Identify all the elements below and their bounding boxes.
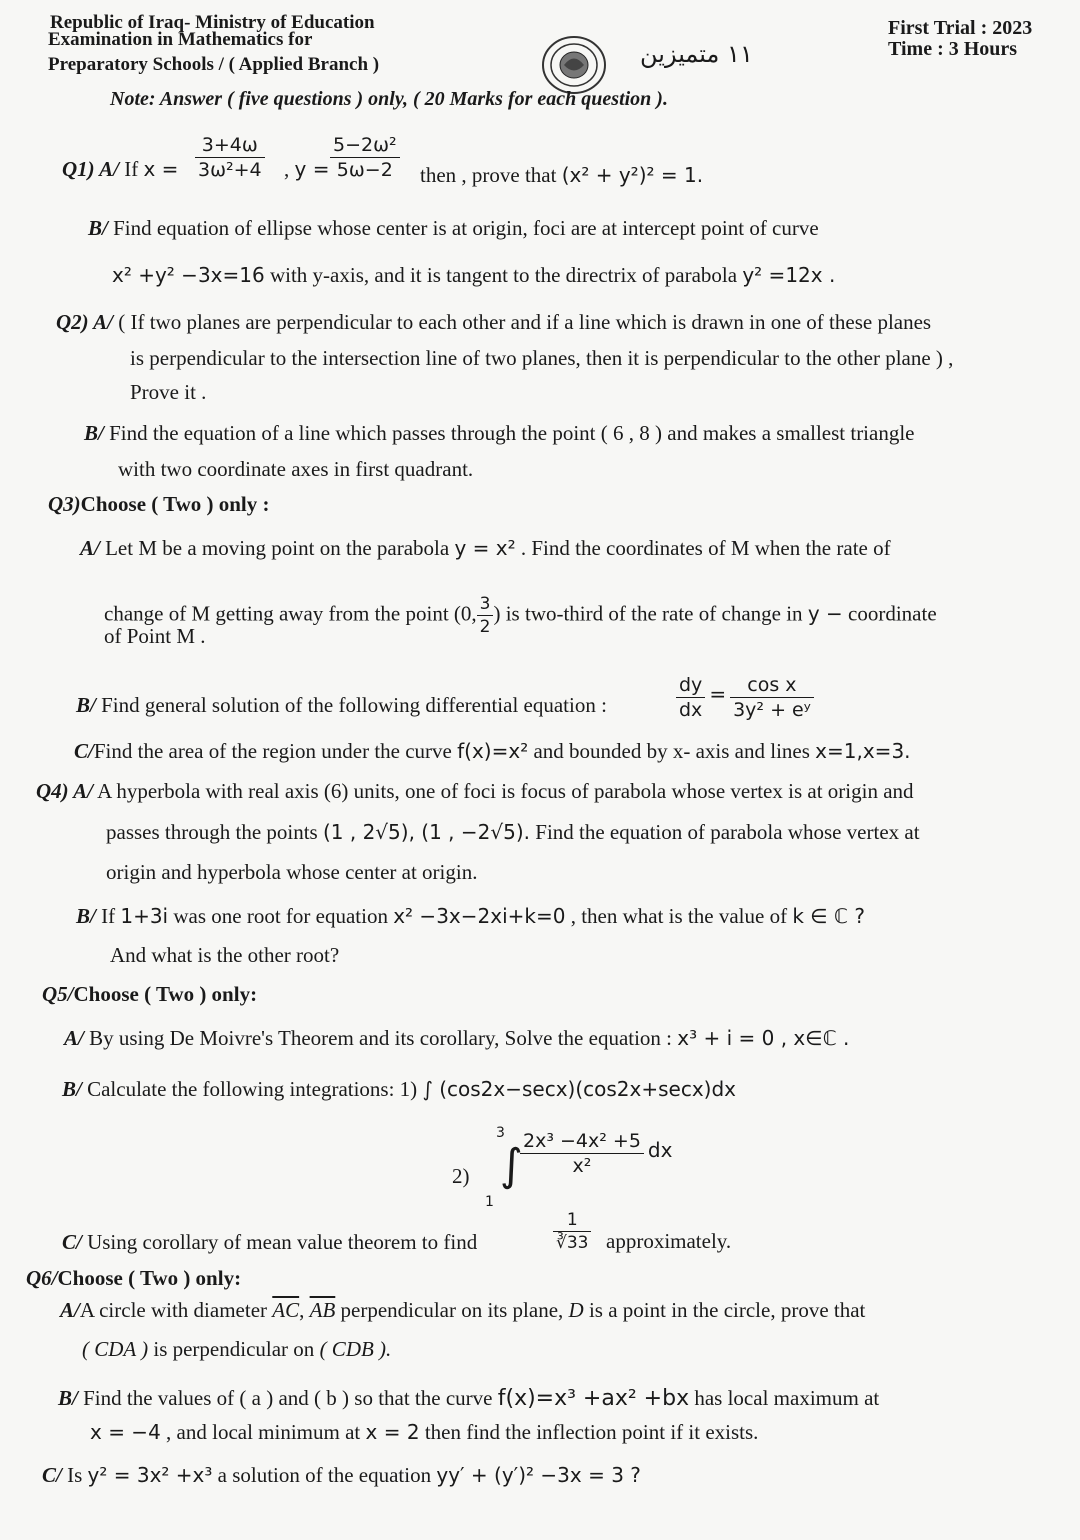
q3-a-text5: coordinate <box>848 601 937 626</box>
q3-b-dy: dy <box>676 674 705 698</box>
q1-y-part <box>284 157 329 182</box>
q3-b-label: B/ <box>76 693 96 717</box>
q5-c-den: ∛33 <box>556 1233 589 1253</box>
q2-label: Q2) A/ <box>56 310 113 334</box>
q3-b-text: Find general solution of the following differential equation : <box>101 693 607 717</box>
q4-a-line2 <box>106 820 920 845</box>
q5-c-num: 1 <box>553 1210 591 1232</box>
q6-label: Q6/ <box>26 1266 58 1290</box>
q1-x-den: 3ω²+4 <box>198 159 262 181</box>
q6-a-ac: $\overline{AC}$ <box>272 1298 300 1322</box>
q5-c-text: Using corollary of mean value theorem to find <box>87 1230 478 1254</box>
q1-x-fraction <box>195 134 265 181</box>
q3-a-text2: . Find the coordinates of M when the rate of <box>520 536 891 560</box>
q6-title: Choose ( Two ) only: <box>57 1266 242 1290</box>
header-trial: First Trial : 2023 <box>888 17 1033 39</box>
q5-title: Choose ( Two ) only: <box>73 982 258 1006</box>
q1-b-math1: x² +y² −3x=16 <box>112 263 265 287</box>
header-line3: Preparatory Schools / ( Applied Branch ) <box>48 54 380 75</box>
q6-a-text1: A circle with diameter <box>79 1298 268 1322</box>
q6-a-comma: , <box>299 1298 305 1322</box>
q3-c-label: C/ <box>74 739 94 763</box>
q1-y-fraction <box>330 134 400 181</box>
q2-a-text1: ( If two planes are perpendicular to each other and if a line which is drawn in one of these planes <box>118 310 932 334</box>
q2-a-line3: Prove it . <box>130 380 207 404</box>
q1-y-den: 5ω−2 <box>336 159 393 181</box>
q3-b-cos: cos x <box>730 674 814 698</box>
q3-a-line1 <box>80 536 891 561</box>
q3-a-line2 <box>104 594 937 637</box>
q1-y-eq: y = <box>294 157 330 181</box>
q2-a-line2: is perpendicular to the intersection line of two planes, then it is perpendicular to the other plane ) , <box>130 346 954 370</box>
q2-b-line1 <box>84 421 915 446</box>
q6-c-line <box>42 1463 641 1488</box>
q6-a-cdb: ( CDB ). <box>319 1337 392 1361</box>
exam-note: Note: Answer ( five questions ) only, ( 20 Marks for each question ). <box>110 88 668 110</box>
q4-a-text1: A hyperbola with real axis (6) units, one of foci is focus of parabola whose vertex is at origin and <box>97 779 914 803</box>
q3-b-dx: dx <box>679 699 703 721</box>
q6-b-text1: Find the values of ( a ) and ( b ) so that the curve <box>83 1386 493 1410</box>
q3-a-label: A/ <box>80 536 100 560</box>
q1-b-text2: with y-axis, and it is tangent to the directrix of parabola <box>269 263 738 287</box>
q5-b2-number: 2) <box>452 1164 470 1188</box>
q6-b-text2: has local maximum at <box>694 1386 880 1410</box>
q3-c-text2: and bounded by x- axis and lines <box>533 739 810 763</box>
header-line2: Examination in Mathematics for <box>48 29 313 50</box>
q5-b-label: B/ <box>62 1077 82 1101</box>
q5-label: Q5/ <box>42 982 74 1006</box>
q1-expr: (x² + y²)² = 1. <box>561 163 704 187</box>
q6-b-math2: x = −4 <box>90 1420 161 1444</box>
arabic-handwritten-note: ١١ متميزين <box>640 40 753 68</box>
q1-if: If <box>124 157 139 181</box>
q6-a-d: D <box>568 1298 584 1322</box>
q5-b2-fraction <box>520 1130 672 1177</box>
q6-a-text4: is perpendicular on <box>153 1337 315 1361</box>
q6-a-line1 <box>60 1298 865 1323</box>
q6-c-text: a solution of the equation <box>217 1463 432 1487</box>
q6-a-text2: perpendicular on its plane, <box>340 1298 564 1322</box>
q3-a-math2: y − <box>807 601 843 626</box>
q4-b-math3: k ∈ ℂ ? <box>792 904 865 928</box>
q3-b-denom: 3y² + eʸ <box>733 699 811 721</box>
q4-a-line3: origin and hyperbola whose center at origin. <box>106 860 478 884</box>
ministry-seal-logo <box>540 34 608 96</box>
q3-a-frac-num: 3 <box>477 594 494 616</box>
q1-b-math2: y² =12x . <box>742 263 836 287</box>
q6-c-is: Is <box>67 1463 83 1487</box>
q4-a-line1 <box>36 779 914 804</box>
q4-b-math2: x² −3x−2xi+k=0 <box>393 904 566 928</box>
q4-a-math: (1 , 2√5), (1 , −2√5). <box>322 820 531 844</box>
q3-a-text3: change of M getting away from the point (0, <box>104 601 477 626</box>
q5-c-fraction <box>553 1210 591 1253</box>
q3-c-text: Find the area of the region under the curve <box>93 739 452 763</box>
q4-a-text2: passes through the points <box>106 820 318 844</box>
q3-a-frac-den: 2 <box>479 617 491 637</box>
q2-b-text1: Find the equation of a line which passes through the point ( 6 , 8 ) and makes a smallest triangle <box>109 421 915 445</box>
q5-a-label: A/ <box>64 1026 84 1050</box>
q4-b-text2: , then what is the value of <box>570 904 788 928</box>
q1-b-line1 <box>88 216 819 241</box>
q5-c-text2: approximately. <box>606 1229 732 1253</box>
q1-then: then , prove that <box>420 163 557 187</box>
q4-a-text3: Find the equation of parabola whose vertex at <box>535 820 920 844</box>
q3-a-line3: of Point M . <box>104 624 206 648</box>
integral-sign-icon: ∫ <box>500 1140 523 1191</box>
q2-b-line2: with two coordinate axes in first quadrant. <box>118 457 474 481</box>
q3-c-line <box>74 739 911 764</box>
q1-y-num: 5−2ω² <box>330 134 400 158</box>
q4-b-line1 <box>76 904 865 929</box>
q2-b-label: B/ <box>84 421 104 445</box>
q3-a-text4: ) is two-third of the rate of change in <box>493 601 803 626</box>
q5-b-text: Calculate the following integrations: 1) <box>87 1077 418 1101</box>
q3-c-math: f(x)=x² <box>457 739 529 763</box>
q3-a-math1: y = x² <box>454 536 516 560</box>
q5-b2-upper-limit: 3 <box>496 1125 505 1141</box>
q4-b-line2: And what is the other root? <box>110 943 340 967</box>
q3-b-eq: = <box>709 682 727 707</box>
q6-a-cda: ( CDA ) <box>82 1337 149 1361</box>
q3-title: Choose ( Two ) only : <box>80 492 270 516</box>
q6-c-label: C/ <box>42 1463 62 1487</box>
q1-x-num: 3+4ω <box>195 134 265 158</box>
q6-a-text3: is a point in the circle, prove that <box>588 1298 866 1322</box>
q6-b-line2 <box>90 1420 758 1445</box>
q6-b-math3: x = 2 <box>365 1420 420 1444</box>
q1-comma: , <box>284 157 290 181</box>
q4-b-text1: was one root for equation <box>173 904 388 928</box>
q6-title-line <box>26 1266 241 1291</box>
q1-then-line <box>420 163 703 188</box>
q5-b2-frac-den: x² <box>572 1155 592 1177</box>
q1-x-eq: x = <box>143 157 179 181</box>
q6-a-label: A/ <box>60 1298 80 1322</box>
q6-b-label: B/ <box>58 1386 78 1410</box>
q1-a-line <box>62 157 178 182</box>
q5-c-label: C/ <box>62 1230 82 1254</box>
q1-label: Q1) A/ <box>62 157 119 181</box>
q5-b2-dx: dx <box>647 1138 673 1163</box>
q3-a-text1: Let M be a moving point on the parabola <box>105 536 450 560</box>
q5-b2-lower-limit: 1 <box>485 1194 494 1210</box>
q3-c-math2: x=1,x=3. <box>815 739 911 763</box>
q2-a-line1 <box>56 310 931 335</box>
q4-label: Q4) A/ <box>36 779 93 803</box>
q3-label: Q3) <box>48 492 81 516</box>
q6-b-text4: then find the inflection point if it exists. <box>424 1420 759 1444</box>
q5-a-math: x³ + i = 0 , x∈ℂ . <box>677 1026 850 1050</box>
header-line1: Republic of Iraq- Ministry of Education <box>50 12 375 33</box>
q3-title-line <box>48 492 270 517</box>
q4-b-label: B/ <box>76 904 96 928</box>
q5-b-integral1: ∫ (cos2x−secx)(cos2x+secx)dx <box>422 1077 737 1101</box>
q1-b-line2 <box>112 263 835 288</box>
q3-b-equation <box>676 674 814 721</box>
q6-c-math1: y² = 3x² +x³ <box>87 1463 213 1487</box>
q5-a-text: By using De Moivre's Theorem and its corollary, Solve the equation : <box>89 1026 673 1050</box>
q5-title-line <box>42 982 257 1007</box>
q6-b-math1: f(x)=x³ +ax² +bx <box>497 1386 690 1411</box>
header-time: Time : 3 Hours <box>888 38 1018 60</box>
q6-a-line2 <box>82 1337 391 1362</box>
q5-c-line <box>62 1230 477 1255</box>
q1-b-text1: Find equation of ellipse whose center is at origin, foci are at intercept point of curve <box>113 216 819 240</box>
q5-a-line <box>64 1026 849 1051</box>
q1-b-label: B/ <box>88 216 108 240</box>
q6-c-math2: yy′ + (y′)² −3x = 3 ? <box>436 1463 641 1487</box>
q5-b2-frac-num: 2x³ −4x² +5 <box>520 1130 644 1154</box>
q3-b-line <box>76 693 607 718</box>
q4-b-if: If <box>101 904 116 928</box>
q5-b-line <box>62 1077 736 1102</box>
q4-b-math1: 1+3i <box>120 904 169 928</box>
q6-a-ab: $\overline{AB}$ <box>309 1298 336 1322</box>
q6-b-text3: , and local minimum at <box>166 1420 361 1444</box>
q6-b-line1 <box>58 1386 879 1411</box>
